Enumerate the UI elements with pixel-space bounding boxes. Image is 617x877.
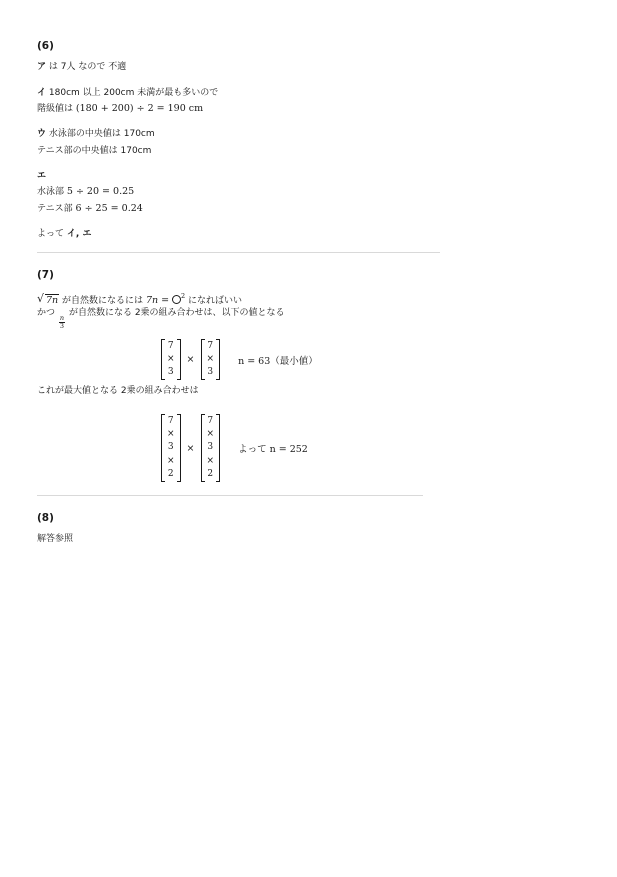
matrix-cell: × <box>206 455 215 466</box>
matrix-cell: 7 <box>167 341 174 351</box>
matrix-cell: × <box>167 455 175 466</box>
item-i-label: イ <box>37 88 47 98</box>
section-8-title: (8) <box>37 512 54 524</box>
matrix-cell: 7 <box>207 416 214 427</box>
item-e-line1 <box>37 184 134 200</box>
eq1-result: n = 63（最小値） <box>238 355 318 367</box>
matrix-cell: 3 <box>207 367 214 377</box>
s7-line2-prefix: かつ <box>37 308 56 318</box>
section-6-title: (6) <box>37 40 54 52</box>
divider-1 <box>37 252 440 253</box>
s7-between-text: これが最大値となる 2乗の組み合わせは <box>37 386 199 396</box>
circle-placeholder-icon <box>172 295 181 304</box>
item-e-line1-prefix: 水泳部 <box>37 187 65 197</box>
matrix-1-left <box>161 339 181 380</box>
item-u <box>37 127 155 142</box>
eq2-result: よって n = 252 <box>238 444 308 455</box>
matrix-cell: 3 <box>167 442 174 453</box>
matrix-cell: × <box>206 429 215 440</box>
item-u-label: ウ <box>37 129 47 139</box>
item-i-calc <box>37 101 203 117</box>
item-i-text: 180cm 以上 200cm 未満が最も多いので <box>48 88 219 98</box>
times-sign: × <box>186 354 195 365</box>
section-6-conclusion <box>37 227 91 242</box>
s7-line2-suffix: が自然数になる 2乗の組み合わせは、以下の値となる <box>68 308 285 318</box>
matrix-equation-1 <box>161 339 318 380</box>
matrix-cell: × <box>167 429 175 440</box>
item-i-calc-math: (180 + 200) ÷ 2 = 190 cm <box>75 103 204 114</box>
s7-line2 <box>37 306 285 330</box>
conclusion-prefix: よって <box>37 229 65 239</box>
item-i-calc-prefix: 階級値は <box>37 104 74 114</box>
matrix-cell: × <box>206 354 215 364</box>
item-e-line2-prefix: テニス部 <box>37 204 73 214</box>
square-exponent: 2 <box>180 292 186 300</box>
matrix-equation-2 <box>161 414 308 482</box>
item-a-label: ア <box>37 62 47 72</box>
item-u-text: 水泳部の中央値は 170cm <box>48 129 155 139</box>
matrix-1-right <box>201 339 221 380</box>
section-8-text: 解答参照 <box>37 534 74 544</box>
s7-line1-math: 7n = <box>145 295 170 306</box>
item-u-text2: テニス部の中央値は 170cm <box>37 146 152 156</box>
matrix-cell: 2 <box>167 468 174 479</box>
item-a-text: は 7人 なので 不適 <box>48 62 127 72</box>
matrix-cell: 3 <box>207 442 214 453</box>
radical-sign: √ <box>37 292 45 305</box>
item-a <box>37 60 126 75</box>
matrix-2-left <box>161 414 181 482</box>
fraction-numerator: n <box>59 314 65 322</box>
item-i <box>37 86 218 101</box>
s7-line1-mid: が自然数になるには <box>62 296 144 306</box>
conclusion-answer: イ, エ <box>66 229 92 239</box>
section-7-title: (7) <box>37 269 54 281</box>
item-e-label-text: エ <box>37 171 47 181</box>
item-e-line1-math: 5 ÷ 20 = 0.25 <box>66 186 135 197</box>
fraction-denominator: 3 <box>59 322 65 330</box>
sqrt-inner: 7n <box>46 295 59 306</box>
matrix-cell: 2 <box>207 468 214 479</box>
item-e-label <box>37 169 46 184</box>
item-e-line2-math: 6 ÷ 25 = 0.24 <box>75 203 143 214</box>
s7-line1-suffix: になればいい <box>187 296 242 306</box>
matrix-2-right <box>201 414 221 482</box>
matrix-cell: 7 <box>167 416 174 427</box>
matrix-cell: × <box>167 354 175 364</box>
times-sign: × <box>186 442 195 454</box>
fraction-n-over-3 <box>59 315 65 330</box>
matrix-cell: 3 <box>167 367 174 377</box>
divider-2 <box>37 495 423 496</box>
matrix-cell: 7 <box>207 341 214 351</box>
item-e-line2 <box>37 201 143 217</box>
